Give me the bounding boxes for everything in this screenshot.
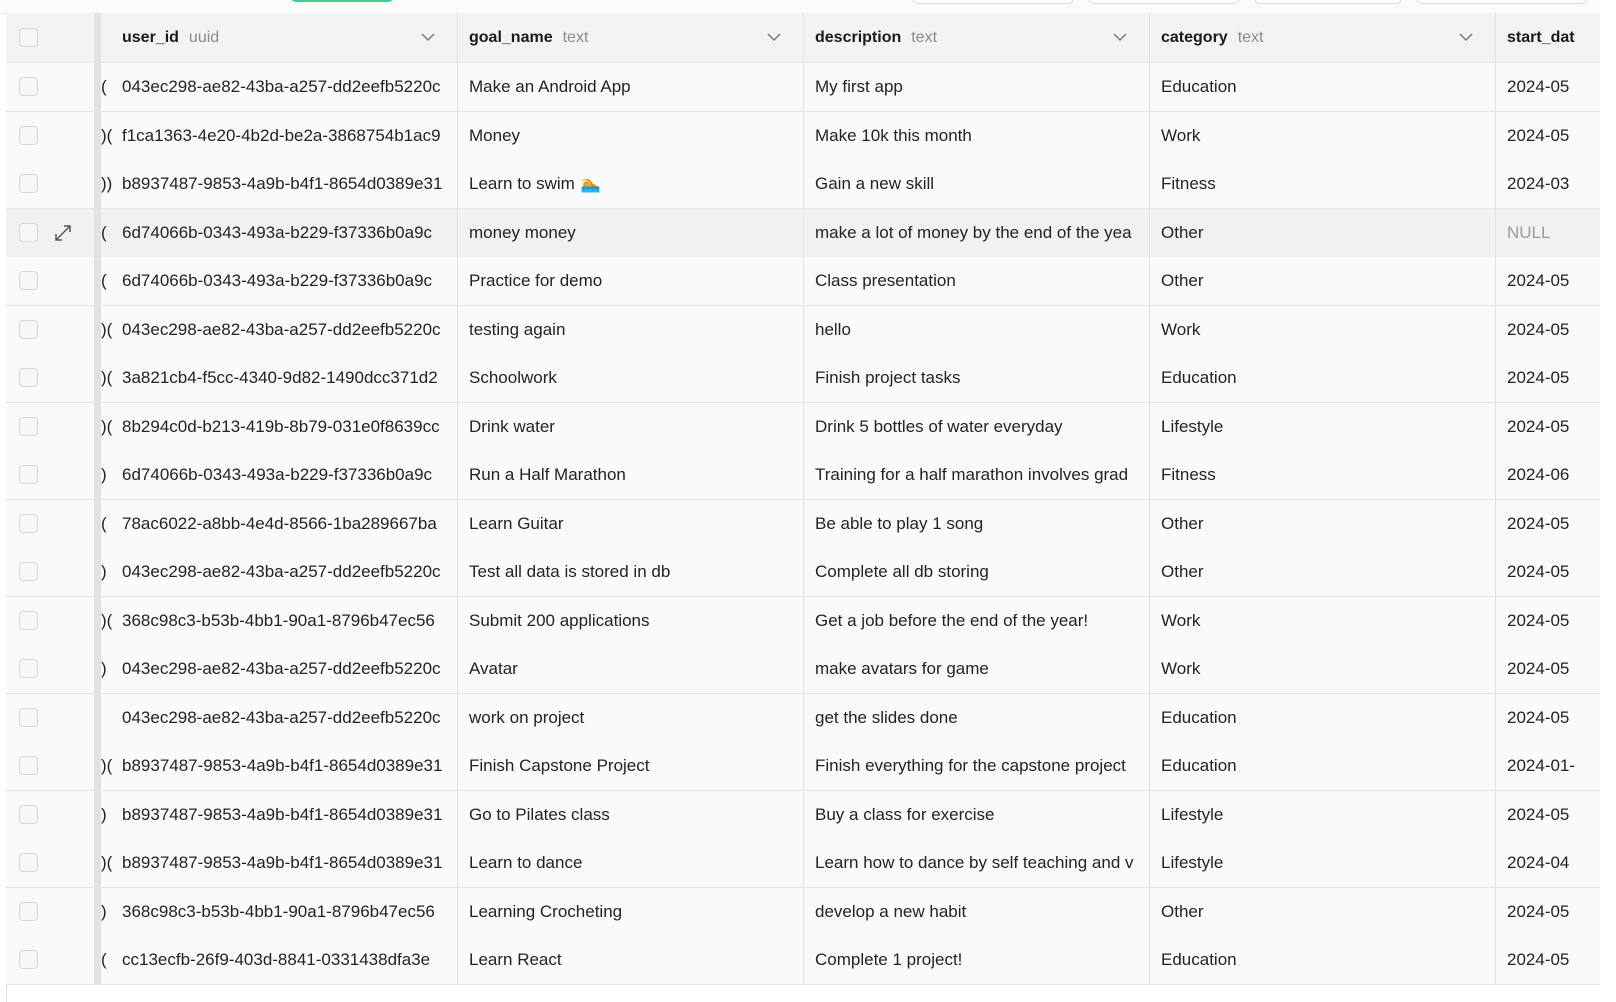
cell-user-id[interactable]: 043ec298-ae82-43ba-a257-dd2eefb5220c — [111, 306, 458, 354]
cell-user-id[interactable]: 043ec298-ae82-43ba-a257-dd2eefb5220c — [111, 645, 458, 693]
row-checkbox[interactable] — [19, 271, 38, 290]
column-name: start_dat — [1507, 28, 1575, 46]
cell-category[interactable]: Lifestyle — [1150, 791, 1496, 839]
cell-category[interactable]: Other — [1150, 888, 1496, 936]
row-checkbox[interactable] — [19, 465, 38, 484]
table-row[interactable] — [6, 403, 1600, 452]
cell-goal-name[interactable] — [458, 209, 804, 257]
column-name: category — [1161, 28, 1228, 46]
column-separator — [94, 597, 101, 645]
cell-description[interactable]: Gain a new skill — [804, 160, 1150, 208]
cell-user-id[interactable]: b8937487-9853-4a9b-b4f1-8654d0389e31 — [111, 742, 458, 790]
cell-description[interactable]: Class presentation — [804, 257, 1150, 305]
cell-text: Finish Capstone Project — [469, 756, 650, 775]
cell-text: Money — [469, 125, 521, 145]
cell-text: Run a Half Marathon — [469, 465, 626, 484]
cell-start-date[interactable]: 2024-05 — [1507, 562, 1570, 581]
cell-start-date[interactable]: 2024-05 — [1507, 513, 1570, 533]
cell-text: Learn React — [469, 950, 562, 969]
cell-goal-name[interactable] — [458, 597, 804, 645]
row-select-cell — [6, 209, 94, 257]
table-row[interactable] — [6, 209, 1600, 258]
row-checkbox[interactable] — [19, 126, 38, 145]
row-checkbox[interactable] — [19, 708, 38, 727]
header-row — [6, 13, 1600, 63]
column-separator — [94, 645, 101, 693]
cell-start-date[interactable]: 2024-05 — [1507, 804, 1570, 824]
column-separator — [94, 160, 101, 208]
cell-user-id[interactable]: 78ac6022-a8bb-4e4d-8566-1ba289667ba — [111, 500, 458, 548]
table-row[interactable] — [6, 742, 1600, 791]
cell-goal-name[interactable] — [458, 742, 804, 790]
column-separator — [94, 936, 101, 984]
cell-user-id[interactable]: 6d74066b-0343-493a-b229-f37336b0a9c — [111, 209, 458, 257]
row-select-cell — [6, 500, 94, 548]
cell-description[interactable]: Complete all db storing — [804, 548, 1150, 596]
column-separator — [94, 257, 101, 305]
cell-start-date[interactable]: 2024-04 — [1507, 853, 1570, 872]
cell-user-id[interactable]: 368c98c3-b53b-4bb1-90a1-8796b47ec56 — [111, 888, 458, 936]
hidden-column-fragment: ) — [101, 901, 107, 921]
cell-start-date[interactable]: 2024-05 — [1507, 901, 1570, 921]
toolbar-button[interactable] — [1088, 0, 1240, 4]
cell-goal-name[interactable] — [458, 403, 804, 451]
row-checkbox[interactable] — [19, 756, 38, 775]
table-row[interactable] — [6, 791, 1600, 840]
cell-start-date[interactable]: 2024-01- — [1507, 756, 1576, 775]
table-row[interactable] — [6, 257, 1600, 306]
hidden-column-fragment: ( — [101, 77, 107, 96]
row-checkbox[interactable] — [19, 562, 38, 581]
cell-start-date[interactable]: 2024-03 — [1507, 174, 1570, 193]
table-row[interactable] — [6, 548, 1600, 597]
row-checkbox[interactable] — [19, 805, 38, 824]
cell-description[interactable]: Finish everything for the capstone project — [804, 742, 1150, 790]
row-select-cell — [6, 451, 94, 499]
hidden-column-fragment: ) — [101, 562, 107, 581]
cell-goal-name[interactable] — [458, 160, 804, 208]
column-separator — [94, 354, 101, 402]
cell-category[interactable]: Education — [1150, 694, 1496, 742]
hidden-column-fragment: )( — [101, 319, 113, 339]
cell-description[interactable]: get the slides done — [804, 694, 1150, 742]
hidden-column-fragment: )( — [101, 610, 113, 630]
cell-goal-name[interactable] — [458, 936, 804, 984]
cell-start-date[interactable]: 2024-05 — [1507, 271, 1570, 290]
cell-category[interactable]: Work — [1150, 306, 1496, 354]
select-all-checkbox[interactable] — [19, 28, 38, 47]
table-row[interactable] — [6, 694, 1600, 743]
cell-user-id[interactable]: b8937487-9853-4a9b-b4f1-8654d0389e31 — [111, 791, 458, 839]
hidden-column-fragment: )) — [101, 174, 113, 193]
cell-start-date[interactable]: NULL — [1507, 222, 1551, 242]
cell-start-date[interactable]: 2024-06 — [1507, 465, 1570, 484]
cell-category[interactable]: Work — [1150, 597, 1496, 645]
row-checkbox[interactable] — [19, 174, 38, 193]
row-checkbox[interactable] — [19, 320, 38, 339]
hidden-column-fragment: )( — [101, 756, 113, 775]
cell-category[interactable]: Education — [1150, 63, 1496, 111]
expand-row-icon[interactable] — [54, 224, 72, 242]
cell-user-id[interactable]: 6d74066b-0343-493a-b229-f37336b0a9c — [111, 257, 458, 305]
hidden-column-fragment — [101, 13, 111, 62]
row-select-cell — [6, 694, 94, 742]
cell-start-date[interactable]: 2024-05 — [1507, 416, 1570, 436]
cell-category[interactable]: Fitness — [1150, 451, 1496, 499]
column-name: goal_name — [469, 28, 553, 46]
row-select-cell — [6, 63, 94, 111]
cell-user-id[interactable]: f1ca1363-4e20-4b2d-be2a-3868754b1ac9 — [111, 112, 458, 160]
cell-start-date[interactable]: 2024-05 — [1507, 659, 1570, 678]
cell-description[interactable]: hello — [804, 306, 1150, 354]
cell-text: Learning Crocheting — [469, 901, 623, 921]
hidden-column-fragment: ) — [101, 804, 107, 824]
cell-user-id[interactable]: b8937487-9853-4a9b-b4f1-8654d0389e31 — [111, 839, 458, 887]
column-name: description — [815, 28, 902, 46]
table-row[interactable] — [6, 63, 1600, 112]
cell-goal-name[interactable] — [458, 63, 804, 111]
column-separator — [94, 500, 101, 548]
cell-user-id[interactable]: 368c98c3-b53b-4bb1-90a1-8796b47ec56 — [111, 597, 458, 645]
row-select-cell — [6, 548, 94, 596]
cell-category[interactable]: Lifestyle — [1150, 839, 1496, 887]
hidden-column-fragment — [101, 694, 111, 742]
cell-category[interactable]: Lifestyle — [1150, 403, 1496, 451]
cell-text: Learn Guitar — [469, 513, 564, 533]
column-header-start-date[interactable] — [1496, 13, 1616, 62]
hidden-column-fragment: ( — [101, 271, 107, 290]
cell-text: Submit 200 applications — [469, 610, 650, 630]
hidden-column-fragment: ( — [101, 950, 107, 969]
hidden-column-fragment: )( — [101, 125, 113, 145]
toolbar-button[interactable] — [912, 0, 1074, 4]
table-row[interactable] — [6, 888, 1600, 937]
row-checkbox[interactable] — [19, 853, 38, 872]
cell-start-date[interactable]: 2024-05 — [1507, 707, 1570, 727]
cell-text: work on project — [469, 707, 585, 727]
table-row[interactable] — [6, 500, 1600, 549]
toolbar-button[interactable] — [1254, 0, 1402, 4]
cell-description[interactable]: develop a new habit — [804, 888, 1150, 936]
cell-goal-name[interactable] — [458, 645, 804, 693]
row-select-cell — [6, 597, 94, 645]
row-checkbox[interactable] — [19, 77, 38, 96]
cell-start-date[interactable]: 2024-05 — [1507, 950, 1570, 969]
cell-start-date[interactable]: 2024-05 — [1507, 125, 1570, 145]
column-type: uuid — [188, 28, 220, 46]
table-row[interactable] — [6, 306, 1600, 355]
cell-goal-name[interactable] — [458, 306, 804, 354]
cell-text: Practice for demo — [469, 271, 603, 290]
chevron-down-icon[interactable] — [1459, 32, 1473, 42]
table-row[interactable] — [6, 936, 1600, 985]
column-type: text — [1237, 28, 1264, 46]
cell-user-id[interactable]: 6d74066b-0343-493a-b229-f37336b0a9c — [111, 451, 458, 499]
cell-text: Learn to swim — [469, 174, 575, 193]
column-separator — [94, 839, 101, 887]
column-header-goal-name[interactable] — [458, 13, 804, 62]
row-checkbox[interactable] — [19, 368, 38, 387]
column-separator — [94, 306, 101, 354]
toolbar-button[interactable] — [1416, 0, 1588, 4]
row-select-cell — [6, 354, 94, 402]
column-separator — [94, 742, 101, 790]
cell-start-date[interactable]: 2024-05 — [1507, 77, 1570, 96]
cell-goal-name[interactable] — [458, 257, 804, 305]
row-checkbox[interactable] — [19, 514, 38, 533]
cell-start-date[interactable]: 2024-05 — [1507, 368, 1570, 387]
column-separator — [94, 694, 101, 742]
cell-user-id[interactable]: cc13ecfb-26f9-403d-8841-0331438dfa3e — [111, 936, 458, 984]
table-row[interactable] — [6, 112, 1600, 161]
cell-description[interactable]: Finish project tasks — [804, 354, 1150, 402]
swimmer-icon: 🏊 — [580, 176, 601, 193]
cell-description[interactable]: Training for a half marathon involves grad — [804, 451, 1150, 499]
cell-goal-name[interactable] — [458, 694, 804, 742]
cell-goal-name[interactable] — [458, 548, 804, 596]
cell-user-id[interactable]: 043ec298-ae82-43ba-a257-dd2eefb5220c — [111, 694, 458, 742]
row-checkbox[interactable] — [19, 223, 38, 242]
hidden-column-fragment: )( — [101, 853, 113, 872]
hidden-column-fragment: ( — [101, 222, 107, 242]
column-separator — [94, 791, 101, 839]
cell-user-id[interactable]: 3a821cb4-f5cc-4340-9d82-1490dcc371d2 — [111, 354, 458, 402]
cell-description[interactable]: Drink 5 bottles of water everyday — [804, 403, 1150, 451]
cell-goal-name[interactable] — [458, 791, 804, 839]
cell-text: Schoolwork — [469, 368, 557, 387]
column-type: text — [562, 28, 589, 46]
toolbar — [0, 0, 1600, 14]
row-select-cell — [6, 645, 94, 693]
cell-goal-name[interactable] — [458, 354, 804, 402]
column-separator — [94, 112, 101, 160]
cell-category[interactable]: Other — [1150, 500, 1496, 548]
cell-category[interactable]: Other — [1150, 548, 1496, 596]
column-separator — [94, 209, 101, 257]
cell-description[interactable]: My first app — [804, 63, 1150, 111]
cell-goal-name[interactable] — [458, 500, 804, 548]
row-select-cell — [6, 306, 94, 354]
cell-start-date[interactable]: 2024-05 — [1507, 610, 1570, 630]
row-select-cell — [6, 403, 94, 451]
column-separator — [94, 451, 101, 499]
row-checkbox[interactable] — [19, 902, 38, 921]
row-select-cell — [6, 936, 94, 984]
column-separator — [94, 888, 101, 936]
data-grid — [6, 13, 1600, 1002]
table-row[interactable] — [6, 645, 1600, 694]
row-select-cell — [6, 257, 94, 305]
row-select-cell — [6, 112, 94, 160]
cell-category[interactable]: Education — [1150, 742, 1496, 790]
cell-description[interactable]: Learn how to dance by self teaching and v — [804, 839, 1150, 887]
row-checkbox[interactable] — [19, 950, 38, 969]
row-checkbox[interactable] — [19, 659, 38, 678]
column-name: user_id — [122, 28, 179, 46]
cell-text: Drink water — [469, 416, 555, 436]
cell-goal-name[interactable] — [458, 451, 804, 499]
table-row[interactable] — [6, 597, 1600, 646]
cell-text: money money — [469, 222, 576, 242]
row-select-cell — [6, 888, 94, 936]
cell-text: Learn to dance — [469, 853, 583, 872]
chevron-down-icon[interactable] — [1113, 32, 1127, 42]
cell-goal-name[interactable] — [458, 888, 804, 936]
cell-user-id[interactable]: 043ec298-ae82-43ba-a257-dd2eefb5220c — [111, 63, 458, 111]
cell-text: testing again — [469, 319, 566, 339]
cell-description[interactable]: Buy a class for exercise — [804, 791, 1150, 839]
column-separator — [94, 403, 101, 451]
hidden-column-fragment: )( — [101, 368, 113, 387]
hidden-column-fragment: ) — [101, 465, 107, 484]
cell-text: Test all data is stored in db — [469, 562, 671, 581]
cell-category[interactable]: Work — [1150, 645, 1496, 693]
chevron-down-icon[interactable] — [421, 32, 435, 42]
cell-description[interactable]: Get a job before the end of the year! — [804, 597, 1150, 645]
column-type: text — [911, 28, 938, 46]
column-separator — [94, 548, 101, 596]
cell-text: Avatar — [469, 659, 518, 678]
row-select-cell — [6, 839, 94, 887]
cell-description[interactable]: Make 10k this month — [804, 112, 1150, 160]
cell-description[interactable]: Be able to play 1 song — [804, 500, 1150, 548]
cell-text: Make an Android App — [469, 77, 631, 96]
table-row[interactable] — [6, 354, 1600, 403]
row-select-cell — [6, 160, 94, 208]
table-row[interactable] — [6, 839, 1600, 888]
chevron-down-icon[interactable] — [767, 32, 781, 42]
cell-user-id[interactable]: b8937487-9853-4a9b-b4f1-8654d0389e31 — [111, 160, 458, 208]
cell-start-date[interactable]: 2024-05 — [1507, 319, 1570, 339]
column-header-user-id[interactable] — [111, 13, 458, 62]
cell-category[interactable]: Education — [1150, 354, 1496, 402]
column-separator — [94, 13, 101, 62]
cell-category[interactable]: Education — [1150, 936, 1496, 984]
column-separator — [94, 63, 101, 111]
row-select-cell — [6, 791, 94, 839]
cell-user-id[interactable]: 043ec298-ae82-43ba-a257-dd2eefb5220c — [111, 548, 458, 596]
table-row[interactable] — [6, 160, 1600, 209]
table-row[interactable] — [6, 451, 1600, 500]
cell-category[interactable]: Other — [1150, 257, 1496, 305]
cell-description[interactable]: Complete 1 project! — [804, 936, 1150, 984]
cell-description[interactable]: make a lot of money by the end of the yea — [804, 209, 1150, 257]
row-select-cell — [6, 742, 94, 790]
cell-goal-name[interactable] — [458, 839, 804, 887]
row-checkbox[interactable] — [19, 417, 38, 436]
cell-category[interactable]: Work — [1150, 112, 1496, 160]
cell-category[interactable]: Other — [1150, 209, 1496, 257]
cell-text: Go to Pilates class — [469, 804, 610, 824]
row-checkbox[interactable] — [19, 611, 38, 630]
column-header-category[interactable] — [1150, 13, 1496, 62]
cell-category[interactable]: Fitness — [1150, 160, 1496, 208]
cell-user-id[interactable]: 8b294c0d-b213-419b-8b79-031e0f8639cc — [111, 403, 458, 451]
hidden-column-fragment: )( — [101, 416, 113, 436]
insert-button[interactable] — [290, 0, 394, 2]
column-header-description[interactable] — [804, 13, 1150, 62]
cell-description[interactable]: make avatars for game — [804, 645, 1150, 693]
cell-goal-name[interactable] — [458, 112, 804, 160]
hidden-column-fragment: ) — [101, 659, 107, 678]
hidden-column-fragment: ( — [101, 513, 107, 533]
select-all-cell — [6, 13, 94, 62]
